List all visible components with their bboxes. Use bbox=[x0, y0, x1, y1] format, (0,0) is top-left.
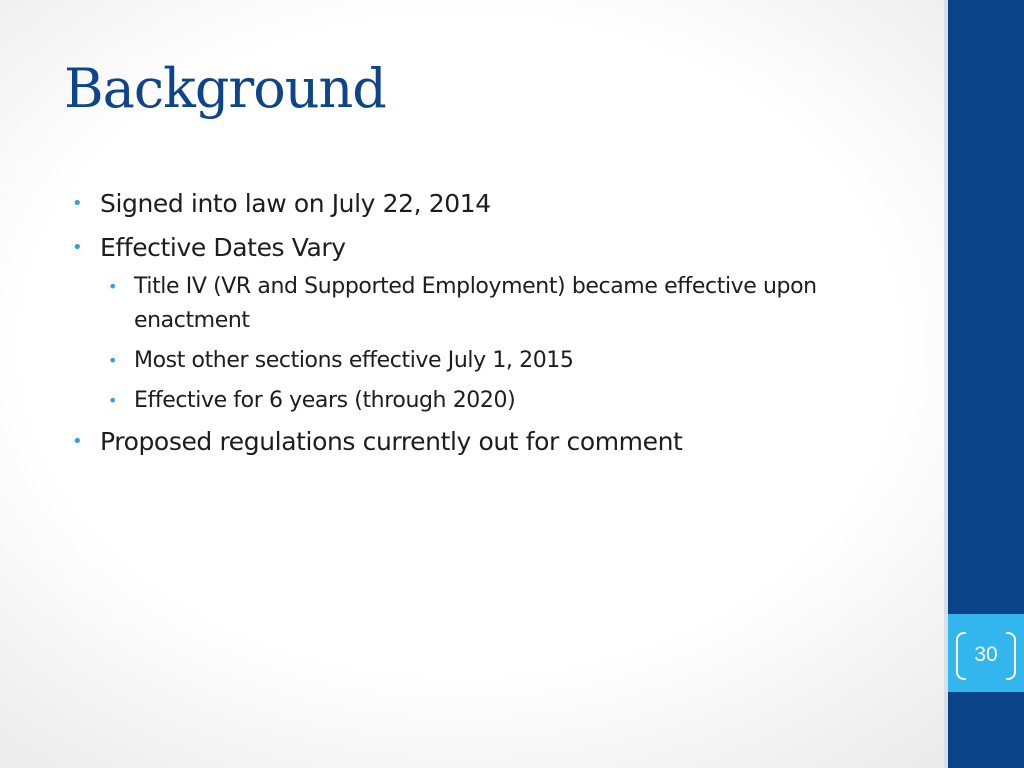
bullet-text: Proposed regulations currently out for comment bbox=[100, 427, 683, 456]
bullet-item bbox=[72, 230, 892, 266]
bullet-text: Effective Dates Vary bbox=[100, 233, 346, 262]
bullet-icon: • bbox=[108, 351, 118, 370]
sub-bullet-item bbox=[72, 384, 892, 418]
bullet-icon: • bbox=[72, 431, 83, 452]
bullet-text: Effective for 6 years (through 2020) bbox=[134, 388, 516, 413]
bullet-icon: • bbox=[72, 193, 83, 214]
slide-title: Background bbox=[64, 57, 386, 120]
bullet-text: Title IV (VR and Supported Employment) became effective upon enactment bbox=[134, 274, 817, 333]
bullet-item bbox=[72, 424, 892, 460]
bullet-item bbox=[72, 186, 892, 222]
page-number: 30 bbox=[974, 643, 998, 666]
bullet-text: Signed into law on July 22, 2014 bbox=[100, 189, 491, 218]
bullet-icon: • bbox=[72, 237, 83, 258]
sub-bullet-item bbox=[72, 344, 892, 378]
sub-bullet-item bbox=[72, 270, 892, 338]
bullet-icon: • bbox=[108, 277, 118, 296]
bullet-text: Most other sections effective July 1, 2015 bbox=[134, 348, 574, 373]
bullet-list bbox=[72, 186, 892, 468]
bullet-icon: • bbox=[108, 391, 118, 410]
